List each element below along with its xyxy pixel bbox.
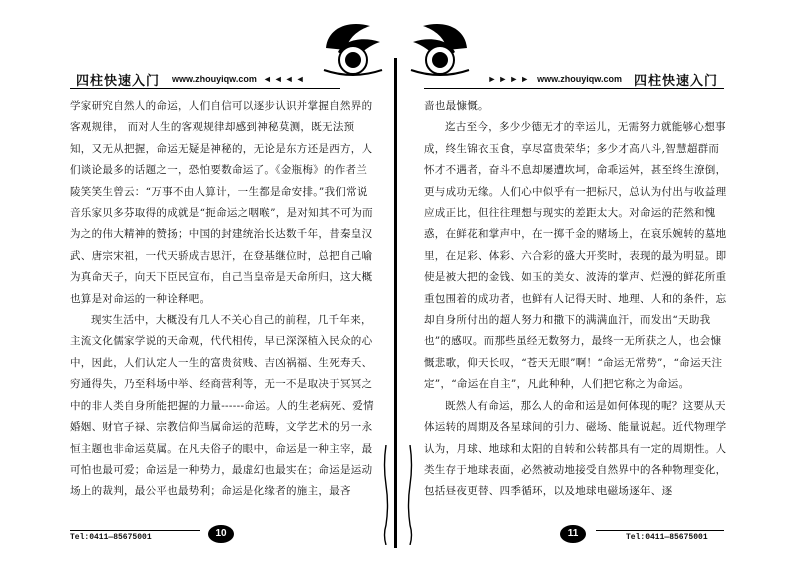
left-body-text — [70, 96, 375, 503]
vine-ornament — [383, 445, 389, 545]
vine-ornament — [407, 445, 413, 545]
paragraph: 学家研究自然人的命运，人们自信可以逐步认识并掌握自然界的客观规律， 而对人生的客观规律却感到神秘莫测，既无法预知，又无从把握，命运无疑是神秘的，无论是东方还是西方，人们谈论最多的话题之一，恐怕要数命运了。《金瓶梅》的作者兰陵笑笑生曾云：“万事不由人算计，一生都是命安排。”我们常说音乐家贝多芬取得的成就是“扼命运之咽喉”，是对知其不可为而为之的伟大精神的赞扬；中国的封建统治长达数千年，昔秦皇汉武、唐宗宋祖，一代天骄成吉思汗，在登基继位时，总把自己喻为真命天子，向天下臣民宣布，自己当皇帝是天命所归，这大概也算是对命运的一种诠释吧。 — [70, 100, 373, 305]
header-rule — [424, 88, 724, 89]
footer-tel: Tel:0411—85675001 — [626, 533, 708, 542]
header-rule — [70, 88, 340, 89]
header-url: www.zhouyiqw.com — [172, 74, 257, 84]
header-arrows: ►►►► — [487, 74, 532, 84]
footer-rule — [596, 530, 724, 531]
header-arrows: ◄◄◄◄ — [262, 74, 307, 84]
paragraph: 现实生活中，大概没有几人不关心自己的前程，几千年来，主流文化儒家学说的天命观，代代相传，早已深深植入民众的心中，因此，人们认定人一生的富贵贫贱、吉凶祸福、生死寿夭、穷通得失，乃至科场中举、经商营利等，无一不是取决于冥冥之中的非人类自身所能把握的力量------命运。人的生老病死、爱情婚姻、财官子禄、宗教信仰当属命运的范畴，文学艺术的另一永恒主题也非命运莫属。在凡夫俗子的眼中，命运是一种主宰，最可怕也最可爱；命运是一种势力，最虚幻也最实在；命运是运动场上的裁判，最公平也最势利；命运是化缘者的施主，最吝 — [70, 314, 374, 498]
right-header — [424, 70, 724, 88]
page-number: 10 — [208, 525, 234, 543]
paragraph: 既然人有命运，那么人的命和运是如何体现的呢？这要从天体运转的周期及各星球间的引力、磁场、能量说起。近代物理学认为，月球、地球和太阳的自转和公转都具有一定的周期性。人类生存于地球表面，必然被动地接受自然界中的各种物理变化，包括昼夜更替、四季循环，以及地球电磁场逐年、逐 — [424, 399, 727, 498]
book-spine — [394, 58, 397, 548]
footer-rule — [70, 530, 200, 531]
right-body-text — [424, 96, 729, 503]
left-header — [70, 70, 340, 88]
footer-tel: Tel:0411—85675001 — [70, 533, 152, 542]
header-url: www.zhouyiqw.com — [537, 74, 622, 84]
header-title: 四柱快速入门 — [633, 72, 718, 88]
paragraph: 迄古至今，多少少德无才的幸运儿，无需努力就能够心想事成，终生锦衣玉食，享尽富贵荣华；多少才高八斗,智慧超群而怀才不遇者，奋斗不息却屡遭坎坷，命乖运舛，甚至终生潦倒，更与成功无缘。人们心中似乎有一把标尺，总认为付出与收益理应成正比，但往往理想与现实的差距太大。对命运的茫然和愧惑，在鲜花和掌声中，在一掷千金的赌场上，在哀乐婉转的墓地里，在足彩、体彩、六合彩的盛大开奖时，表现的最为明显。即使是被大把的金钱、如玉的美女、波涛的掌声、烂漫的鲜花所重重包围着的成功者，也鲜有人记得天时、地理、人和的条件，忘却自身所付出的超人努力和撒下的满满血汗，而发出“天助我也”的感叹。而那些虽经无数努力，最终一无所获之人，也会慷慨悲歌，仰天长叹，“苍天无眼”啊！“命运无常势”，“命运天注定”，“命运在自主”，凡此种种，人们把它称之为命运。 — [424, 121, 727, 391]
header-title: 四柱快速入门 — [76, 72, 161, 88]
paragraph: 啬也最慷慨。 — [424, 100, 489, 112]
page-number: 11 — [560, 525, 586, 543]
